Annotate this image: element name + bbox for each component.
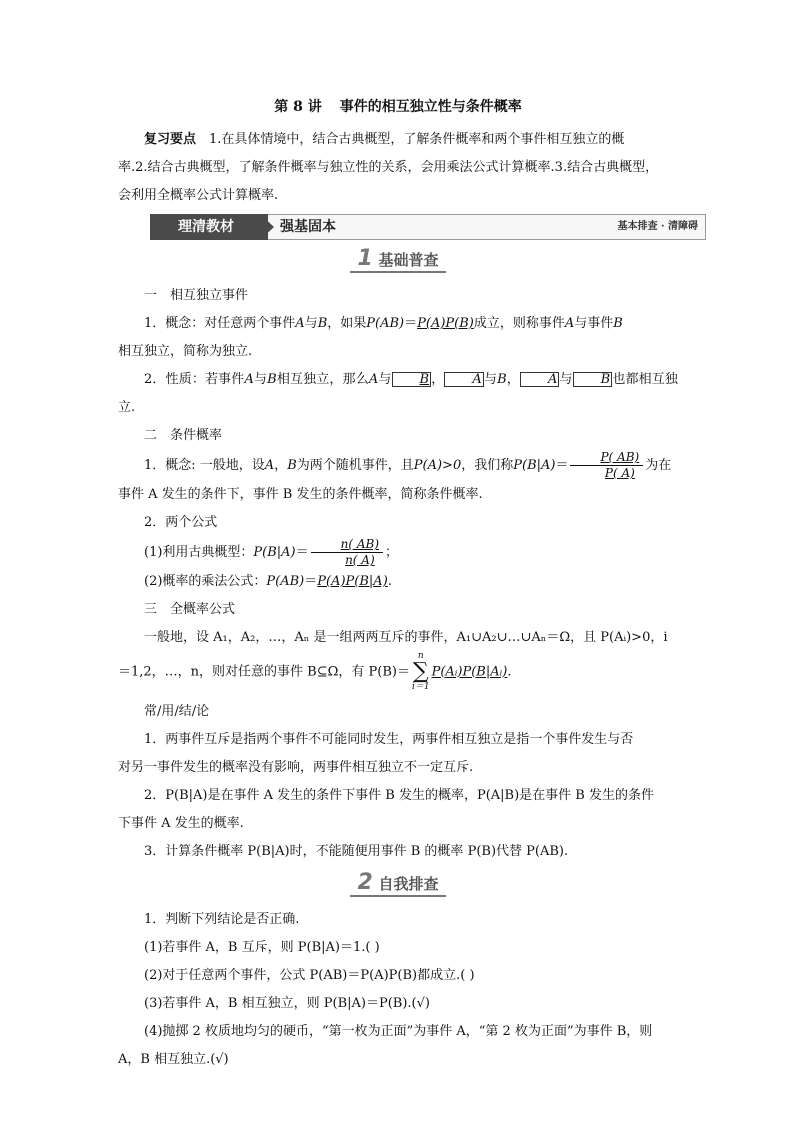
conclusion-1-line2: 对另一事件发生的概率没有影响，两事件相互独立不一定互斥. <box>118 760 474 775</box>
banner-right-label: 基本排查 · 清障碍 <box>617 221 698 232</box>
text: 与事件 <box>574 316 614 331</box>
fraction-denominator: P( A) <box>604 466 635 480</box>
formula: P(AB) <box>366 316 405 331</box>
text: A <box>264 458 275 473</box>
text: ＝ <box>404 316 418 331</box>
independence-concept <box>118 310 678 338</box>
conclusion-1-line1: 1．两事件互斥是指两个事件不可能同时发生，两事件相互独立是指一个事件发生与否 <box>144 732 634 747</box>
answer-box: A <box>520 372 559 387</box>
review-points <box>118 126 678 154</box>
answer-blank: P(Aᵢ)P(B|Aᵢ) <box>431 664 508 680</box>
text: B <box>613 316 623 331</box>
summation <box>412 652 430 692</box>
lecture-title: 事件的相互独立性与条件概率 <box>339 99 522 115</box>
conclusion-2-line1: 2．P(B|A)是在事件 A 发生的条件下事件 B 发生的概率，P(A|B)是在事件 B 发生的条件 <box>144 788 654 803</box>
lecture-number: 第 8 讲 <box>274 99 322 115</box>
text: 为在 <box>645 458 672 473</box>
banner-sub-label: 强基固本 <box>280 219 336 235</box>
text: 2．性质：若事件 <box>144 372 245 387</box>
formula: P(AB) <box>266 574 305 589</box>
judge-item-4-line1: (4)抛掷 2 枚质地均匀的硬币，“第一枚为正面”为事件 A，“第 2 枚为正面”为事件 B，则 <box>144 1024 653 1039</box>
heading-conditional-probability: 二 条件概率 <box>144 428 223 443</box>
banner-label: 理清教材 <box>150 214 268 240</box>
answer-blank: P(A)P(B) <box>417 316 474 331</box>
independence-concept-line2: 相互独立，简称为独立. <box>118 344 253 359</box>
text: ， <box>274 458 288 473</box>
document-page <box>118 96 698 1074</box>
review-label: 复习要点 <box>144 132 197 147</box>
judge-item-1: (1)若事件 A，B 互斥，则 P(B|A)＝1.( ) <box>144 940 380 955</box>
text: 与 <box>378 372 392 387</box>
text: (2)概率的乘法公式： <box>144 574 267 589</box>
text: ＝1,2，…，n，则对任意的事件 B⊆Ω，有 P(B)＝ <box>118 664 410 680</box>
heading-total-probability: 三 全概率公式 <box>144 602 236 617</box>
conditional-concept <box>118 450 678 481</box>
text: ， <box>431 372 445 387</box>
heading-two-formulas: 2．两个公式 <box>144 515 218 530</box>
text: B <box>317 316 328 331</box>
fraction-numerator: P( AB) <box>570 450 643 466</box>
text: ＝ <box>295 545 309 560</box>
text: ， <box>506 372 520 387</box>
conditional-fraction <box>570 450 643 481</box>
classical-fraction <box>311 537 383 568</box>
total-probability-line2 <box>118 652 678 692</box>
section-heading-box <box>350 246 447 273</box>
formula-multiplication <box>118 568 678 596</box>
text: 1．概念：对任意两个事件 <box>144 316 296 331</box>
text: (1)利用古典概型： <box>144 545 254 560</box>
text: 也都相互独立. <box>118 372 678 415</box>
formula: P(A)>0 <box>413 458 462 473</box>
fraction-denominator: n( A) <box>345 553 375 567</box>
text: 与 <box>559 372 573 387</box>
conclusion-3: 3．计算条件概率 P(B|A)时，不能随便用事件 B 的概率 P(B)代替 P(AB). <box>144 844 569 859</box>
text: ＝ <box>555 458 569 473</box>
judge-item-2: (2)对于任意两个事件，公式 P(AB)＝P(A)P(B)都成立.( ) <box>144 968 475 983</box>
section-heading-2 <box>118 870 678 900</box>
section-heading-1 <box>118 246 678 276</box>
conditional-concept-line2: 事件 A 发生的条件下，事件 B 发生的条件概率，简称条件概率. <box>118 487 483 502</box>
text: 1．概念: 一般地，设 <box>144 458 265 473</box>
text: A <box>244 372 254 387</box>
text: A <box>564 316 575 331</box>
fraction-numerator: n( AB) <box>311 537 383 553</box>
independence-property <box>118 366 678 422</box>
section-number: 2 <box>357 870 373 895</box>
banner-arrow-icon <box>260 214 274 240</box>
section-title: 自我排查 <box>378 875 439 893</box>
text: ，我们称 <box>461 458 514 473</box>
answer-blank: P(A)P(B|A) <box>317 574 388 589</box>
formula: P(B|A) <box>513 458 556 473</box>
formula-classical <box>118 537 678 568</box>
formula: P(B|A) <box>253 545 296 560</box>
section-title: 基础普查 <box>378 251 439 269</box>
text: ＝ <box>304 574 318 589</box>
review-points-line3: 会利用全概率公式计算概率. <box>118 188 279 203</box>
section-banner <box>150 214 706 240</box>
total-probability-line1: 一般地，设 A₁，A₂，…，Aₙ 是一组两两互斥的事件，A₁∪A₂∪…∪Aₙ＝Ω，且 P(Aᵢ)>0，i <box>144 630 668 645</box>
text: . <box>387 574 392 589</box>
text: 成立，则称事件 <box>473 316 565 331</box>
review-text-1: 1.在具体情境中，结合古典概型，了解条件概率和两个事件相互独立的概 <box>209 132 625 147</box>
text: B <box>497 372 507 387</box>
heading-independent-events: 一 相互独立事件 <box>144 288 249 303</box>
section-number: 1 <box>357 246 373 271</box>
sum-sigma: ∑ <box>412 659 429 684</box>
sum-upper: n <box>417 651 424 661</box>
text: A <box>295 316 305 331</box>
text: 与 <box>483 372 498 387</box>
text: 为两个随机事件，且 <box>296 458 414 473</box>
text: ； <box>385 545 399 560</box>
text: 与 <box>253 372 268 387</box>
sum-lower: i＝1 <box>411 682 430 692</box>
text: 相互独立，那么 <box>276 372 369 387</box>
text: A <box>368 372 379 387</box>
text: . <box>507 664 512 680</box>
judge-question: 1．判断下列结论是否正确. <box>144 912 300 927</box>
text: ，如果 <box>327 316 367 331</box>
page-title <box>118 96 678 118</box>
answer-box: B <box>573 372 613 387</box>
text: 与 <box>304 316 318 331</box>
conclusion-2-line2: 下事件 A 发生的概率. <box>118 816 244 831</box>
judge-item-4-line2: A，B 相互独立.(√) <box>118 1052 229 1067</box>
judge-item-3: (3)若事件 A，B 相互独立，则 P(B|A)＝P(B).(√) <box>144 996 430 1011</box>
review-points-line2: 率.2.结合古典概型，了解条件概率与独立性的关系，会用乘法公式计算概率.3.结合古典概型， <box>118 160 659 175</box>
answer-box: A <box>444 372 483 387</box>
text: B <box>267 372 277 387</box>
text: B <box>287 458 297 473</box>
section-heading-box <box>350 870 447 897</box>
answer-box: B <box>392 372 432 387</box>
heading-common-conclusions: 常/用/结/论 <box>144 704 210 719</box>
